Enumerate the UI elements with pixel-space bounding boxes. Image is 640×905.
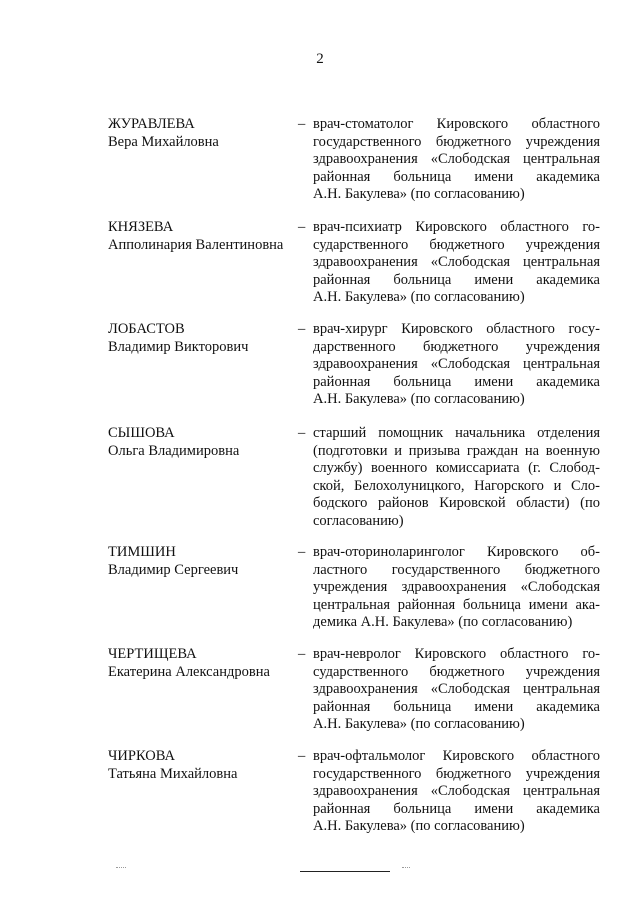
member-surname: ЧИРКОВА [108, 748, 175, 764]
member-position [313, 321, 600, 409]
position-line: здравоохранения «Слободская центральная [313, 783, 600, 799]
dash-separator: – [298, 116, 306, 132]
position-line: районная больница имени академика [313, 800, 600, 817]
member-position [313, 748, 600, 836]
dash-separator: – [298, 646, 306, 662]
member-given-name: Татьяна Михайловна [108, 765, 238, 782]
dash-separator: – [298, 219, 306, 235]
member-name [108, 425, 298, 460]
position-line: здравоохранения «Слободская центральная [313, 254, 600, 270]
scan-speck [116, 867, 126, 868]
position-line: учреждения здравоохранения «Слободская [313, 579, 600, 595]
dash-separator: – [298, 321, 306, 337]
member-surname: ТИМШИН [108, 544, 176, 560]
position-line: здравоохранения «Слободская центральная [313, 356, 600, 372]
closing-rule [300, 871, 390, 872]
position-line: районная больница имени академика [313, 698, 600, 715]
position-line: дарственного бюджетного учреждения [313, 338, 600, 355]
member-surname: КНЯЗЕВА [108, 219, 174, 235]
position-line: А.Н. Бакулева» (по согласованию) [313, 716, 525, 732]
member-name [108, 748, 298, 783]
position-line: службу) военного комиссариата (г. Слобод- [313, 460, 600, 476]
member-given-name: Владимир Сергеевич [108, 561, 239, 578]
dash-separator: – [298, 544, 306, 560]
position-line: А.Н. Бакулева» (по согласованию) [313, 818, 525, 834]
position-line: А.Н. Бакулева» (по согласованию) [313, 289, 525, 305]
member-surname: СЫШОВА [108, 425, 175, 441]
position-line: А.Н. Бакулева» (по согласованию) [313, 186, 525, 202]
dash-separator: – [298, 748, 306, 764]
position-line: государственного бюджетного учреждения [313, 133, 600, 150]
member-name [108, 321, 298, 356]
member-given-name: Вера Михайловна [108, 133, 219, 150]
position-line: врач-оториноларинголог Кировского об- [313, 544, 600, 560]
position-line: врач-невролог Кировского областного го- [313, 646, 600, 662]
position-line: районная больница имени академика [313, 271, 600, 288]
member-given-name: Екатерина Александровна [108, 663, 270, 680]
position-line: сударственного бюджетного учреждения [313, 236, 600, 253]
member-position [313, 116, 600, 204]
member-position [313, 544, 600, 632]
position-line: А.Н. Бакулева» (по согласованию) [313, 391, 525, 407]
scan-speck [402, 867, 410, 868]
position-line: государственного бюджетного учреждения [313, 765, 600, 782]
member-position [313, 219, 600, 307]
member-position [313, 425, 600, 530]
member-name [108, 219, 298, 254]
member-surname: ЛОБАСТОВ [108, 321, 185, 337]
position-line: врач-хирург Кировского областного госу- [313, 321, 600, 337]
position-line: врач-офтальмолог Кировского областного [313, 748, 600, 764]
position-line: ской, Белохолуницкого, Нагорского и Сло- [313, 477, 600, 494]
position-line: (подготовки и призыва граждан на военную [313, 442, 600, 459]
member-name [108, 116, 298, 151]
position-line: здравоохранения «Слободская центральная [313, 681, 600, 697]
position-line: согласованию) [313, 512, 404, 529]
page-number: 2 [316, 51, 324, 67]
position-line: врач-психиатр Кировского областного го- [313, 219, 600, 235]
member-name [108, 544, 298, 579]
member-surname: ЖУРАВЛЕВА [108, 116, 195, 132]
position-line: районная больница имени академика [313, 373, 600, 390]
member-given-name: Ольга Владимировна [108, 442, 240, 459]
member-surname: ЧЕРТИЩЕВА [108, 646, 197, 662]
position-line: бодского районов Кировской области) (по [313, 495, 600, 511]
position-line: сударственного бюджетного учреждения [313, 663, 600, 680]
position-line: ластного государственного бюджетного [313, 561, 600, 578]
dash-separator: – [298, 425, 306, 441]
position-line: врач-стоматолог Кировского областного [313, 116, 600, 132]
position-line: демика А.Н. Бакулева» (по согласованию) [313, 614, 573, 630]
position-line: центральная районная больница имени ака- [313, 596, 600, 613]
member-position [313, 646, 600, 734]
member-name [108, 646, 298, 681]
position-line: старший помощник начальника отделения [313, 425, 600, 441]
position-line: здравоохранения «Слободская центральная [313, 151, 600, 167]
member-given-name: Владимир Викторович [108, 338, 249, 355]
position-line: районная больница имени академика [313, 168, 600, 185]
member-given-name: Апполинария Валентиновна [108, 236, 284, 253]
